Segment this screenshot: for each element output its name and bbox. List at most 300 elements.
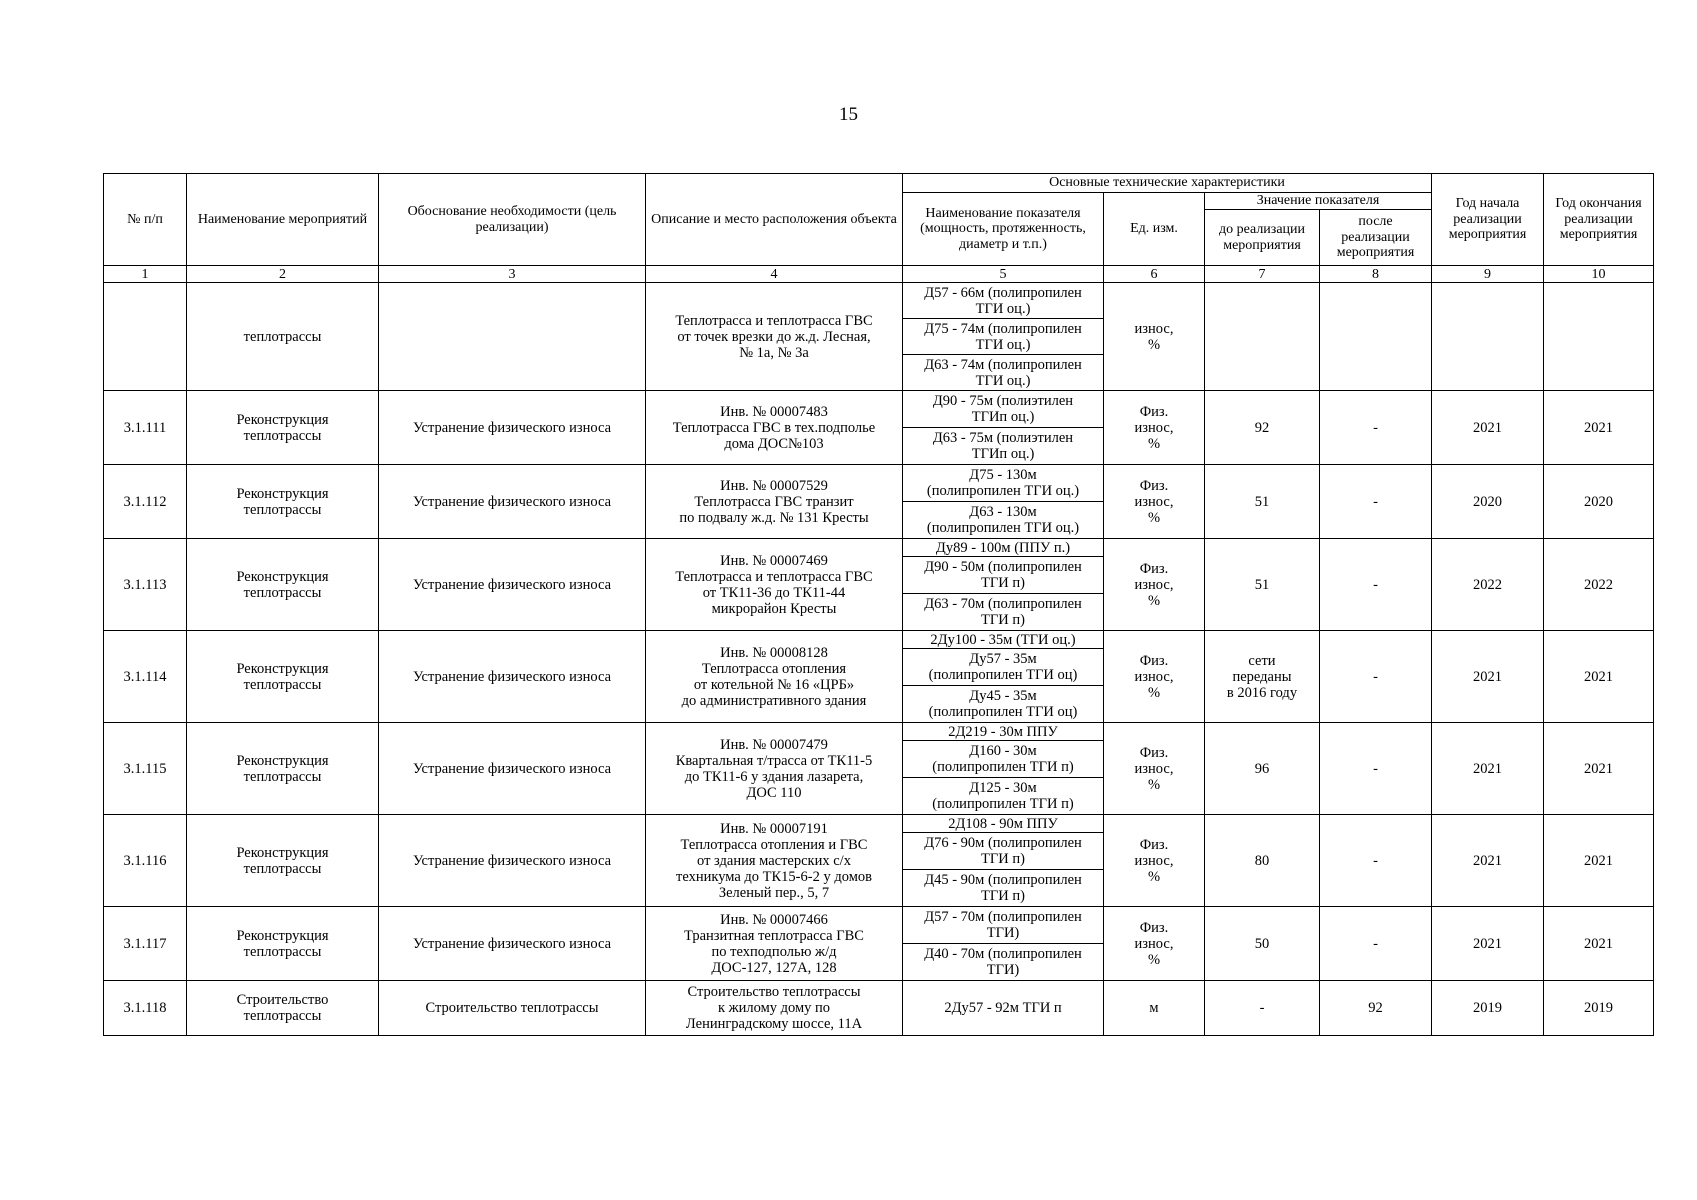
text-line: Теплотрасса и теплотрасса ГВС xyxy=(675,312,873,329)
cell-description xyxy=(646,539,903,631)
header-end-year: Год окончания реализации мероприятия xyxy=(1544,174,1654,266)
text-line: Инв. № 00007466 xyxy=(720,911,828,928)
cell-description xyxy=(646,907,903,981)
text-line: ДОС-127, 127А, 128 xyxy=(711,959,837,976)
text-line: Реконструкция xyxy=(236,844,329,861)
text-line: ТГИ оц.) xyxy=(975,372,1031,389)
text-line: - xyxy=(1373,668,1378,685)
text-line: 2019 xyxy=(1584,1000,1613,1016)
measures-table xyxy=(103,173,1654,1036)
cell-before xyxy=(1205,723,1320,815)
text-line: 2019 xyxy=(1473,1000,1502,1016)
cell-after xyxy=(1320,539,1432,631)
text-line: - xyxy=(1373,852,1378,869)
cell-num xyxy=(104,815,187,907)
cell-reason xyxy=(379,907,646,981)
table-row xyxy=(104,981,1654,1036)
cell-description xyxy=(646,981,903,1036)
cell-name xyxy=(187,283,379,391)
header-description: Описание и место расположения объекта xyxy=(646,174,903,266)
text-line: ДОС 110 xyxy=(746,784,802,801)
text-line: от точек врезки до ж.д. Лесная, xyxy=(677,328,871,345)
cell-name xyxy=(187,907,379,981)
text-line: 2021 xyxy=(1584,668,1613,685)
text-line: ТГИп оц.) xyxy=(971,409,1035,425)
cell-name xyxy=(187,465,379,539)
cell-unit xyxy=(1104,631,1205,723)
cell-start-year xyxy=(1432,539,1544,631)
text-line: (полипропилен ТГИ п) xyxy=(932,796,1074,812)
cell-unit xyxy=(1104,283,1205,391)
text-line: (полипропилен ТГИ п) xyxy=(932,759,1074,775)
table-row xyxy=(104,465,1654,502)
row-number: 3.1.112 xyxy=(123,493,167,510)
cell-spec xyxy=(903,723,1104,741)
text-line: ТГИ п) xyxy=(981,851,1025,867)
text-line: Транзитная теплотрасса ГВС xyxy=(684,927,864,944)
text-line: 80 xyxy=(1254,852,1270,869)
cell-after xyxy=(1320,815,1432,907)
text-line: % xyxy=(1147,868,1161,885)
cell-start-year xyxy=(1432,283,1544,391)
cell-description xyxy=(646,391,903,465)
text-line: 2021 xyxy=(1584,760,1613,777)
text-line: Устранение физического износа xyxy=(412,760,612,777)
cell-num xyxy=(104,981,187,1036)
text-line: по подвалу ж.д. № 131 Кресты xyxy=(679,509,869,526)
cell-num xyxy=(104,391,187,465)
cell-start-year xyxy=(1432,815,1544,907)
table-row xyxy=(104,283,1654,319)
header-indicator: Наименование показателя (мощность, протяженность, диаметр и т.п.) xyxy=(903,193,1104,266)
text-line: Реконструкция xyxy=(236,660,329,677)
cell-start-year xyxy=(1432,631,1544,723)
text-line: теплотрассы xyxy=(243,584,322,601)
cell-spec xyxy=(903,319,1104,355)
cell-after xyxy=(1320,283,1432,391)
cell-before xyxy=(1205,907,1320,981)
text-line: Д75 - 74м (полипропилен xyxy=(924,320,1082,337)
row-number: 3.1.117 xyxy=(123,935,167,952)
text-line: (полипропилен ТГИ оц.) xyxy=(926,520,1080,536)
cell-end-year xyxy=(1544,981,1654,1036)
text-line: Физ. xyxy=(1139,836,1169,853)
text-line: к жилому дому по xyxy=(717,1000,831,1016)
cell-spec xyxy=(903,391,1104,428)
cell-after xyxy=(1320,981,1432,1036)
column-number: 5 xyxy=(903,266,1104,283)
text-line: износ, xyxy=(1134,320,1174,337)
text-line: от котельной № 16 «ЦРБ» xyxy=(693,676,855,693)
cell-after xyxy=(1320,391,1432,465)
text-line: Д63 - 74м (полипропилен xyxy=(924,356,1082,373)
table-row xyxy=(104,391,1654,428)
text-line: Устранение физического износа xyxy=(412,852,612,869)
text-line: Теплотрасса ГВС транзит xyxy=(694,493,854,510)
cell-reason xyxy=(379,631,646,723)
cell-before xyxy=(1205,981,1320,1036)
cell-num xyxy=(104,723,187,815)
cell-num xyxy=(104,465,187,539)
cell-spec xyxy=(903,649,1104,686)
text-line: 96 xyxy=(1254,760,1270,777)
header-name: Наименование мероприятий xyxy=(187,174,379,266)
text-line: Теплотрасса ГВС в тех.подполье xyxy=(672,419,876,436)
header-row-1 xyxy=(104,174,1654,193)
cell-spec xyxy=(903,870,1104,907)
text-line: Д63 - 75м (полиэтилен xyxy=(932,430,1074,446)
text-line: Инв. № 00007483 xyxy=(720,403,828,420)
cell-num xyxy=(104,907,187,981)
text-line: 2020 xyxy=(1584,493,1613,510)
header-unit: Ед. изм. xyxy=(1104,193,1205,266)
cell-before xyxy=(1205,631,1320,723)
text-line: - xyxy=(1373,419,1378,436)
cell-name xyxy=(187,539,379,631)
text-line: 92 xyxy=(1254,419,1270,436)
text-line: Реконструкция xyxy=(236,485,329,502)
text-line: переданы xyxy=(1232,668,1292,685)
text-line: Д63 - 130м xyxy=(969,504,1037,520)
cell-before xyxy=(1205,283,1320,391)
row-number: 3.1.115 xyxy=(123,760,167,777)
row-number: 3.1.116 xyxy=(123,852,167,869)
text-line: 2Д108 - 90м ППУ xyxy=(948,815,1058,832)
cell-after xyxy=(1320,907,1432,981)
cell-unit xyxy=(1104,723,1205,815)
text-line: ТГИп оц.) xyxy=(971,446,1035,462)
column-number: 10 xyxy=(1544,266,1654,283)
text-line: Теплотрасса и теплотрасса ГВС xyxy=(675,568,873,585)
text-line: (полипропилен ТГИ оц) xyxy=(928,667,1078,683)
cell-end-year xyxy=(1544,631,1654,723)
cell-end-year xyxy=(1544,723,1654,815)
header-before: до реализации мероприятия xyxy=(1205,210,1320,266)
cell-num xyxy=(104,631,187,723)
table-row xyxy=(104,631,1654,649)
text-line: % xyxy=(1147,592,1161,609)
cell-spec xyxy=(903,539,1104,557)
text-line: 2021 xyxy=(1473,935,1502,952)
table-row xyxy=(104,907,1654,944)
text-line: (полипропилен ТГИ оц.) xyxy=(926,483,1080,499)
text-line: износ, xyxy=(1134,576,1174,593)
text-line: 51 xyxy=(1254,493,1270,510)
column-number: 2 xyxy=(187,266,379,283)
cell-spec xyxy=(903,428,1104,465)
column-numbers-row xyxy=(104,266,1654,283)
cell-end-year xyxy=(1544,391,1654,465)
text-line: Физ. xyxy=(1139,919,1169,936)
cell-description xyxy=(646,723,903,815)
cell-spec xyxy=(903,465,1104,502)
text-line: - xyxy=(1259,1000,1265,1016)
text-line: Д125 - 30м xyxy=(969,780,1037,796)
header-reason: Обоснование необходимости (цель реализации) xyxy=(379,174,646,266)
text-line: Устранение физического износа xyxy=(412,576,612,593)
cell-spec xyxy=(903,815,1104,833)
text-line: теплотрассы xyxy=(243,501,322,518)
text-line: Д90 - 50м (полипропилен xyxy=(924,559,1082,575)
cell-before xyxy=(1205,391,1320,465)
text-line: ТГИ оц.) xyxy=(975,336,1031,353)
cell-before xyxy=(1205,815,1320,907)
cell-spec xyxy=(903,778,1104,815)
cell-after xyxy=(1320,723,1432,815)
text-line: % xyxy=(1147,776,1161,793)
row-number: 3.1.113 xyxy=(123,576,167,593)
text-line: ТГИ) xyxy=(986,925,1020,941)
text-line: ТГИ оц.) xyxy=(975,300,1031,317)
text-line: Квартальная т/трасса от ТК11-5 xyxy=(675,752,873,769)
cell-before xyxy=(1205,465,1320,539)
text-line: м xyxy=(1149,1000,1159,1016)
text-line: по техподполью ж/д xyxy=(711,943,837,960)
text-line: Д75 - 130м xyxy=(969,467,1037,483)
text-line: Ленинградскому шоссе, 11А xyxy=(685,1016,863,1032)
text-line: Устранение физического износа xyxy=(412,419,612,436)
text-line: Физ. xyxy=(1139,477,1169,494)
text-line: от здания мастерских с/х xyxy=(697,852,851,869)
text-line: - xyxy=(1373,576,1378,593)
text-line: износ, xyxy=(1134,493,1174,510)
text-line: сети xyxy=(1248,652,1276,669)
text-line: ТГИ п) xyxy=(981,612,1025,628)
text-line: 2022 xyxy=(1584,576,1613,593)
text-line: Ду89 - 100м (ППУ п.) xyxy=(935,539,1071,556)
text-line: % xyxy=(1147,336,1161,353)
text-line: Инв. № 00007529 xyxy=(720,477,828,494)
column-number: 1 xyxy=(104,266,187,283)
cell-reason xyxy=(379,815,646,907)
text-line: - xyxy=(1373,760,1378,777)
cell-end-year xyxy=(1544,815,1654,907)
text-line: Д160 - 30м xyxy=(969,743,1037,759)
text-line: ТГИ п) xyxy=(981,575,1025,591)
cell-start-year xyxy=(1432,391,1544,465)
text-line: 2021 xyxy=(1473,668,1502,685)
text-line: % xyxy=(1147,509,1161,526)
cell-spec xyxy=(903,741,1104,778)
cell-name xyxy=(187,723,379,815)
cell-end-year xyxy=(1544,283,1654,391)
row-number: 3.1.118 xyxy=(123,1000,167,1016)
cell-spec xyxy=(903,981,1104,1036)
text-line: - xyxy=(1373,493,1378,510)
text-line: теплотрассы xyxy=(243,860,322,877)
text-line: 2021 xyxy=(1584,852,1613,869)
cell-start-year xyxy=(1432,465,1544,539)
cell-start-year xyxy=(1432,907,1544,981)
column-number: 4 xyxy=(646,266,903,283)
text-line: теплотрассы xyxy=(243,943,322,960)
column-number: 7 xyxy=(1205,266,1320,283)
text-line: Д90 - 75м (полиэтилен xyxy=(932,393,1074,409)
cell-after xyxy=(1320,465,1432,539)
text-line: Инв. № 00008128 xyxy=(720,644,828,661)
text-line: Д57 - 70м (полипропилен xyxy=(924,909,1082,925)
text-line: Д76 - 90м (полипропилен xyxy=(924,835,1082,851)
text-line: 2Д219 - 30м ППУ xyxy=(948,723,1058,740)
text-line: до ТК11-6 у здания лазарета, xyxy=(684,768,864,785)
text-line: Теплотрасса отопления и ГВС xyxy=(680,836,868,853)
cell-end-year xyxy=(1544,465,1654,539)
cell-spec xyxy=(903,833,1104,870)
text-line: в 2016 году xyxy=(1226,684,1298,701)
cell-spec xyxy=(903,944,1104,981)
cell-unit xyxy=(1104,815,1205,907)
cell-description xyxy=(646,283,903,391)
text-line: Строительство xyxy=(236,992,329,1008)
text-line: Реконструкция xyxy=(236,411,329,428)
cell-spec xyxy=(903,907,1104,944)
text-line: Строительство теплотрассы xyxy=(425,1000,599,1016)
text-line: до административного здания xyxy=(681,692,867,709)
text-line: дома ДОС№103 xyxy=(724,435,824,452)
text-line: № 1а, № 3а xyxy=(739,344,809,361)
cell-num xyxy=(104,283,187,391)
text-line: Инв. № 00007191 xyxy=(720,820,828,837)
row-number: 3.1.111 xyxy=(123,419,167,436)
table-row xyxy=(104,539,1654,557)
cell-num xyxy=(104,539,187,631)
header-start-year: Год начала реализации мероприятия xyxy=(1432,174,1544,266)
text-line: Ду57 - 35м xyxy=(969,651,1037,667)
cell-spec xyxy=(903,283,1104,319)
text-line: Физ. xyxy=(1139,744,1169,761)
cell-reason xyxy=(379,283,646,391)
text-line: 2020 xyxy=(1473,493,1502,510)
header-after: после реализации мероприятия xyxy=(1320,210,1432,266)
column-number: 8 xyxy=(1320,266,1432,283)
text-line: Инв. № 00007479 xyxy=(720,736,828,753)
text-line: Устранение физического износа xyxy=(412,935,612,952)
cell-description xyxy=(646,815,903,907)
text-line: Д45 - 90м (полипропилен xyxy=(924,872,1082,888)
cell-unit xyxy=(1104,465,1205,539)
cell-spec xyxy=(903,557,1104,594)
text-line: % xyxy=(1147,684,1161,701)
text-line: от ТК11-36 до ТК11-44 xyxy=(702,584,846,601)
text-line: износ, xyxy=(1134,760,1174,777)
text-line: 2021 xyxy=(1473,419,1502,436)
cell-reason xyxy=(379,391,646,465)
text-line: 50 xyxy=(1254,935,1270,952)
text-line: Зеленый пер., 5, 7 xyxy=(718,884,830,901)
text-line: 2022 xyxy=(1473,576,1502,593)
cell-name xyxy=(187,391,379,465)
text-line: ТГИ п) xyxy=(981,888,1025,904)
text-line: ТГИ) xyxy=(986,962,1020,978)
row-number: 3.1.114 xyxy=(123,668,167,685)
text-line: теплотрассы xyxy=(243,427,322,444)
cell-spec xyxy=(903,686,1104,723)
text-line: 2021 xyxy=(1584,935,1613,952)
table-row xyxy=(104,815,1654,833)
text-line: Физ. xyxy=(1139,560,1169,577)
cell-reason xyxy=(379,981,646,1036)
page-number: 15 xyxy=(839,104,858,125)
text-line: техникума до ТК15-6-2 у домов xyxy=(676,868,872,885)
text-line: 51 xyxy=(1254,576,1270,593)
cell-description xyxy=(646,631,903,723)
text-line: Д40 - 70м (полипропилен xyxy=(924,946,1082,962)
cell-spec xyxy=(903,502,1104,539)
text-line: Физ. xyxy=(1139,652,1169,669)
cell-end-year xyxy=(1544,539,1654,631)
cell-reason xyxy=(379,539,646,631)
text-line: 2021 xyxy=(1473,760,1502,777)
text-line: микрорайон Кресты xyxy=(711,600,837,617)
text-line: Строительство теплотрассы xyxy=(687,984,861,1000)
text-line: % xyxy=(1147,951,1161,968)
text-line: износ, xyxy=(1134,852,1174,869)
text-line: Теплотрасса отопления xyxy=(701,660,847,677)
text-line: 2021 xyxy=(1473,852,1502,869)
text-line: теплотрассы xyxy=(243,676,322,693)
cell-spec xyxy=(903,594,1104,631)
text-line: Физ. xyxy=(1139,403,1169,420)
cell-end-year xyxy=(1544,907,1654,981)
cell-before xyxy=(1205,539,1320,631)
cell-start-year xyxy=(1432,981,1544,1036)
text-line: Ду45 - 35м xyxy=(969,688,1037,704)
cell-unit xyxy=(1104,391,1205,465)
text-line: (полипропилен ТГИ оц) xyxy=(928,704,1078,720)
header-num: № п/п xyxy=(104,174,187,266)
text-line: Реконструкция xyxy=(236,752,329,769)
text-line: 2Ду57 - 92м ТГИ п xyxy=(944,1000,1062,1016)
cell-spec xyxy=(903,355,1104,391)
column-number: 3 xyxy=(379,266,646,283)
cell-name xyxy=(187,815,379,907)
cell-description xyxy=(646,465,903,539)
text-line: 92 xyxy=(1368,1000,1383,1016)
text-line: Реконструкция xyxy=(236,927,329,944)
text-line: износ, xyxy=(1134,935,1174,952)
text-line: теплотрассы xyxy=(243,768,322,785)
cell-unit xyxy=(1104,539,1205,631)
cell-reason xyxy=(379,723,646,815)
text-line: теплотрассы xyxy=(243,1008,322,1024)
text-line: Д57 - 66м (полипропилен xyxy=(924,284,1082,301)
column-number: 9 xyxy=(1432,266,1544,283)
text-line: теплотрассы xyxy=(243,328,322,345)
text-line: Д63 - 70м (полипропилен xyxy=(924,596,1082,612)
column-number: 6 xyxy=(1104,266,1205,283)
cell-start-year xyxy=(1432,723,1544,815)
text-line: 2021 xyxy=(1584,419,1613,436)
text-line: Реконструкция xyxy=(236,568,329,585)
table-row xyxy=(104,723,1654,741)
cell-name xyxy=(187,631,379,723)
text-line: 2Ду100 - 35м (ТГИ оц.) xyxy=(930,631,1076,648)
cell-unit xyxy=(1104,907,1205,981)
text-line: % xyxy=(1147,435,1161,452)
text-line: Устранение физического износа xyxy=(412,493,612,510)
cell-name xyxy=(187,981,379,1036)
cell-after xyxy=(1320,631,1432,723)
text-line: - xyxy=(1373,935,1378,952)
cell-spec xyxy=(903,631,1104,649)
header-group-value: Значение показателя xyxy=(1205,193,1432,210)
text-line: износ, xyxy=(1134,668,1174,685)
text-line: Устранение физического износа xyxy=(412,668,612,685)
cell-unit xyxy=(1104,981,1205,1036)
text-line: Инв. № 00007469 xyxy=(720,552,828,569)
cell-reason xyxy=(379,465,646,539)
header-group-main: Основные технические характеристики xyxy=(903,174,1432,193)
